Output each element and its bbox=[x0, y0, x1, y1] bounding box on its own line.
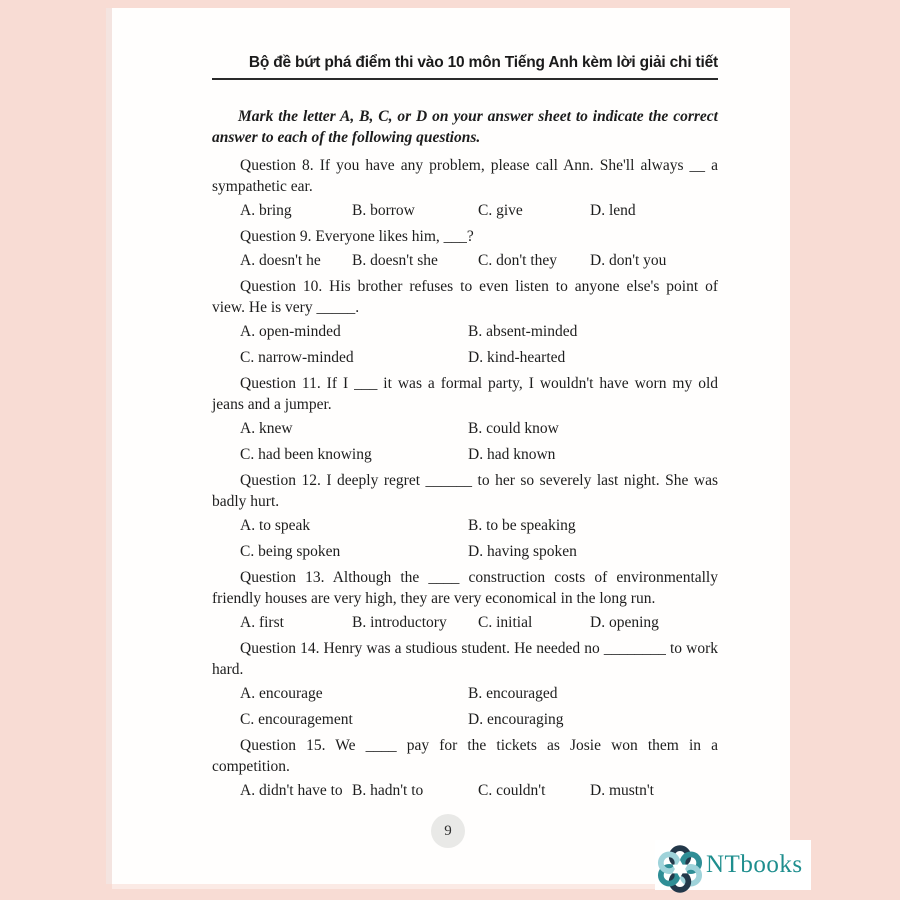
options-row bbox=[212, 250, 718, 271]
option-a: A. open-minded bbox=[240, 323, 341, 340]
option-b: B. borrow bbox=[352, 202, 415, 219]
option-c: C. give bbox=[478, 202, 523, 219]
options-row bbox=[212, 612, 718, 633]
question-block-13 bbox=[212, 567, 718, 633]
question-block-14 bbox=[212, 638, 718, 730]
option-d: D. opening bbox=[590, 614, 659, 631]
option-a: A. doesn't he bbox=[240, 252, 321, 269]
question-block-11 bbox=[212, 373, 718, 465]
question-text: Question 12. I deeply regret ______ to her so severely last night. She was badly hurt. bbox=[212, 472, 718, 510]
option-c: C. narrow-minded bbox=[240, 349, 354, 366]
options-row bbox=[212, 418, 718, 439]
option-a: A. to speak bbox=[240, 517, 311, 534]
options-row bbox=[212, 541, 718, 562]
question-text: Question 13. Although the ____ construction costs of environmentally friendly houses are very high, they are very economical in the long run. bbox=[212, 569, 718, 607]
question-block-8 bbox=[212, 155, 718, 221]
option-d: D. having spoken bbox=[468, 543, 577, 560]
options-row bbox=[212, 709, 718, 730]
option-a: A. didn't have to bbox=[240, 782, 343, 799]
option-c: C. being spoken bbox=[240, 543, 341, 560]
options-row bbox=[212, 780, 718, 801]
question-block-9 bbox=[212, 226, 718, 271]
option-d: D. lend bbox=[590, 202, 636, 219]
option-b: B. doesn't she bbox=[352, 252, 438, 269]
option-b: B. introductory bbox=[352, 614, 447, 631]
book-page bbox=[112, 8, 790, 884]
options-row bbox=[212, 347, 718, 368]
section-instruction: Mark the letter A, B, C, or D on your answer sheet to indicate the correct answer to each of the following questions. bbox=[212, 108, 718, 146]
questions-list bbox=[212, 155, 718, 801]
ntbooks-logo bbox=[655, 840, 811, 890]
option-c: C. couldn't bbox=[478, 782, 546, 799]
option-d: D. kind-hearted bbox=[468, 349, 566, 366]
option-d: D. encouraging bbox=[468, 711, 564, 728]
option-b: B. absent-minded bbox=[468, 323, 578, 340]
option-c: C. encouragement bbox=[240, 711, 353, 728]
page-number-badge: 9 bbox=[431, 814, 465, 848]
option-a: A. knew bbox=[240, 420, 293, 437]
option-b: B. could know bbox=[468, 420, 559, 437]
options-row bbox=[212, 683, 718, 704]
options-row bbox=[212, 200, 718, 221]
options-row bbox=[212, 321, 718, 342]
question-text: Question 11. If I ___ it was a formal party, I wouldn't have worn my old jeans and a jumper. bbox=[212, 375, 718, 413]
question-text: Question 14. Henry was a studious student. He needed no ________ to work hard. bbox=[212, 640, 718, 678]
option-a: A. encourage bbox=[240, 685, 323, 702]
option-d: D. don't you bbox=[590, 252, 667, 269]
page-header-title: Bộ đề bứt phá điểm thi vào 10 môn Tiếng Anh kèm lời giải chi tiết bbox=[212, 52, 718, 80]
question-block-10 bbox=[212, 276, 718, 368]
question-text: Question 9. Everyone likes him, ___? bbox=[240, 228, 474, 245]
knot-rosette-icon bbox=[655, 843, 705, 895]
question-text: Question 10. His brother refuses to even listen to anyone else's point of view. He is very _____. bbox=[212, 278, 718, 316]
option-c: C. initial bbox=[478, 614, 533, 631]
options-row bbox=[212, 444, 718, 465]
question-text: Question 8. If you have any problem, please call Ann. She'll always __ a sympathetic ear. bbox=[212, 157, 718, 195]
brand-name: NTbooks bbox=[706, 851, 803, 878]
question-text: Question 15. We ____ pay for the tickets as Josie won them in a competition. bbox=[212, 737, 718, 775]
option-d: D. had known bbox=[468, 446, 556, 463]
option-b: B. encouraged bbox=[468, 685, 558, 702]
option-b: B. to be speaking bbox=[468, 517, 576, 534]
option-d: D. mustn't bbox=[590, 782, 654, 799]
option-a: A. first bbox=[240, 614, 284, 631]
option-a: A. bring bbox=[240, 202, 292, 219]
question-block-15 bbox=[212, 735, 718, 801]
option-b: B. hadn't to bbox=[352, 782, 424, 799]
option-c: C. had been knowing bbox=[240, 446, 372, 463]
option-c: C. don't they bbox=[478, 252, 557, 269]
page-content bbox=[212, 8, 718, 801]
question-block-12 bbox=[212, 470, 718, 562]
options-row bbox=[212, 515, 718, 536]
